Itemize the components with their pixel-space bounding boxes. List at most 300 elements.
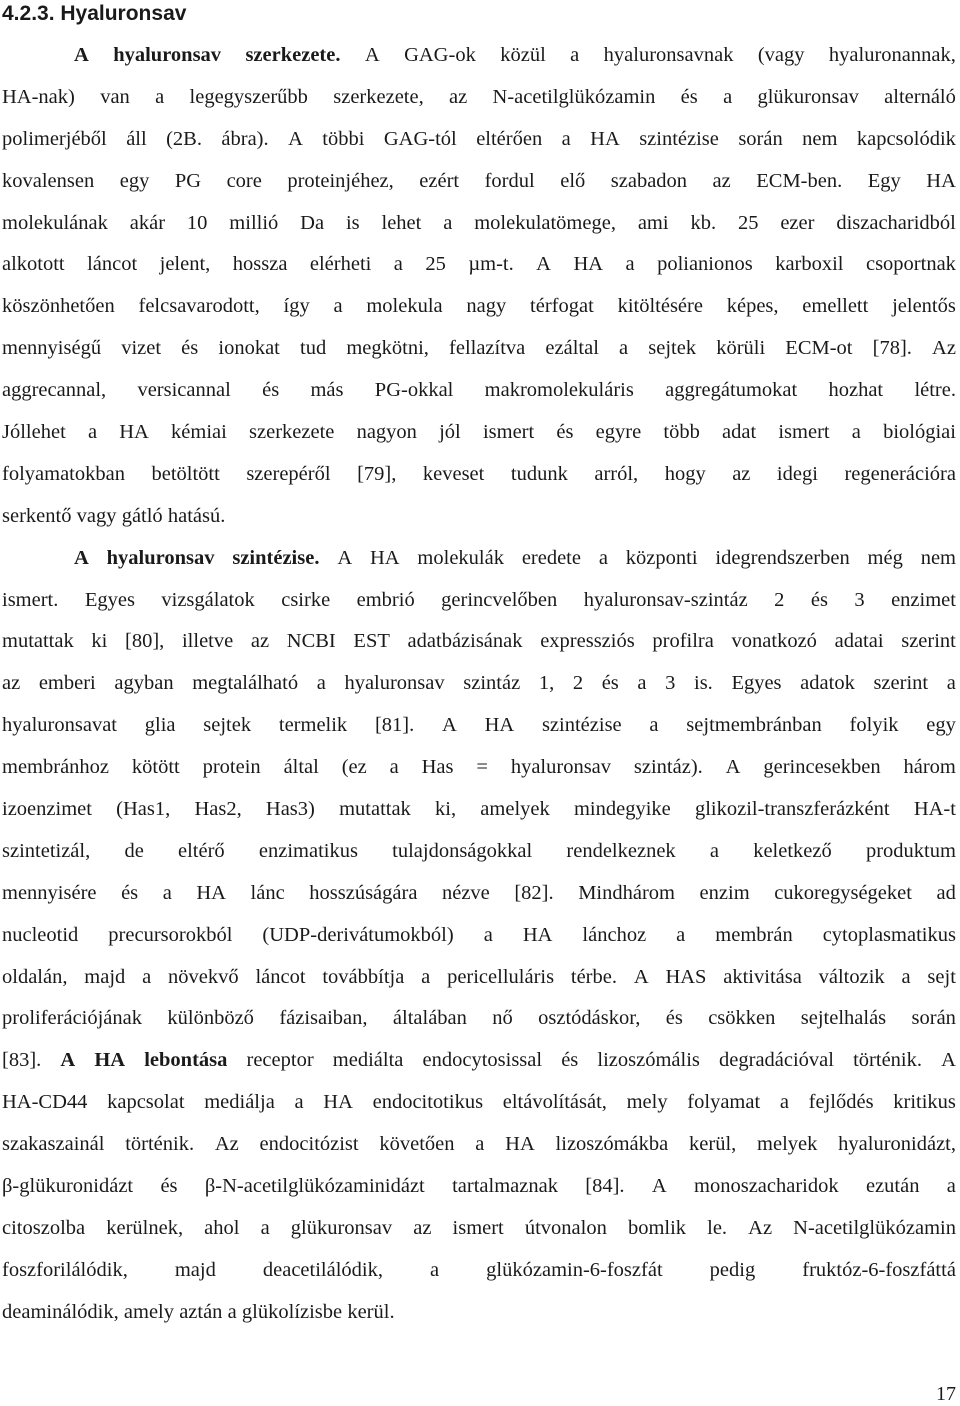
word: molekulák [417,546,504,569]
word: adat [722,421,757,444]
word: és [680,85,698,108]
word: HA [484,714,515,737]
word: HA [119,421,149,444]
word: hogy [664,462,706,485]
text-line [2,1166,956,1208]
word: idegi [776,462,818,485]
word: hozhat [828,379,884,402]
word: sejtek [648,337,697,360]
word: létre. [914,379,956,402]
word: folyik [849,714,899,737]
word: a [162,881,172,904]
word: nem [802,127,838,150]
word: mennyiségű [2,337,102,360]
text-line [2,915,956,957]
word: glükolízisbe [241,1300,343,1323]
text-line [2,1040,956,1082]
word: hyaluronidázt, [838,1133,956,1156]
word: ECM-ot [785,337,853,360]
word: ezáltal [545,337,599,360]
word: és [121,881,139,904]
word: más [310,379,344,402]
word: melyek [757,1133,818,1156]
word: hosszúságára [309,881,418,904]
word: (UDP-derivátumokból) [262,923,454,946]
word: a [155,85,165,108]
word: aztán [179,1300,223,1323]
word: kb. [690,211,717,234]
text-line [2,705,956,747]
word: ezer [780,211,815,234]
word: glikozil-transzferázként [694,798,890,821]
word: változik [818,965,885,988]
word: arról, [594,462,639,485]
word: körüli [716,337,766,360]
word: HA [369,546,400,569]
word: legegyszerűbb [189,85,308,108]
word: makromolekuláris [484,379,634,402]
word: ismert [452,1216,504,1239]
word: degradációval [719,1049,834,1072]
word: ismert [482,421,535,444]
text-line [2,119,956,161]
word: képes, [726,295,779,318]
word: β-N-acetilglükózaminidázt [204,1175,425,1198]
word: 3 [665,672,676,695]
word: a [389,756,399,779]
word: HA-nak) [2,85,75,108]
word: útvonalon [524,1216,607,1239]
word: nézve [441,881,490,904]
text-line [2,1292,956,1334]
word: receptor [246,1049,314,1072]
word: amelyek [480,798,550,821]
word: Has3) [265,798,315,821]
word: majd [174,1258,216,1281]
word: kapcsolódik [856,127,956,150]
word: láncot [255,965,306,988]
word: polimerjéből [2,127,107,150]
bold-word: HA [94,1049,126,1072]
text-line [2,286,956,328]
word: ismert. [2,588,59,611]
word: kémiai [171,421,227,444]
word: kritikus [893,1091,956,1114]
word: [83]. [2,1049,42,1072]
text-line [2,370,956,412]
word: diszacharidból [836,211,956,234]
word: nem [920,546,956,569]
word: az [449,85,468,108]
word: hyaluronsav-szintáz [583,588,748,611]
word: molekulának [2,211,108,234]
word: csoportnak [865,253,956,276]
word: A [725,756,741,779]
word: a [393,253,403,276]
word: Mindhárom [578,881,675,904]
word: ECM-ben. [756,169,843,192]
word: hyaluronsavnak [603,44,734,66]
text-line [2,328,956,370]
text-line [2,496,956,538]
bold-word: A [74,546,89,569]
word: lehet [381,211,422,234]
bold-word: A [60,1049,76,1072]
word: fázisaiban, [279,1007,368,1030]
word: mindegyike [573,798,671,821]
word: GAG-tól [383,127,457,150]
text-line [2,454,956,496]
word: kovalensen [2,169,95,192]
word: HA [522,923,553,946]
word: eltávolítását, [502,1091,607,1114]
word: cukoregységeket [774,881,912,904]
text-line [2,77,956,119]
word: és [262,379,280,402]
word: osztódáskor, [538,1007,641,1030]
text-line [2,789,956,831]
text-line [2,1250,956,1292]
word: elő [560,169,586,192]
word: fejlődés [808,1091,874,1114]
word: történik. [853,1049,922,1072]
bold-word: szintézise. [232,546,320,569]
word: a [421,965,431,988]
word: foszforilálódik, [2,1258,128,1281]
word: is. [694,672,713,695]
word: vonatkozó [731,630,817,653]
word: tulajdonságokkal [392,839,533,862]
word: továbbítja [322,965,405,988]
word: csökken [708,1007,776,1030]
word: HA-CD44 [2,1091,88,1114]
word: a [901,965,911,988]
word: az [413,1216,432,1239]
word: eltérően [476,127,543,150]
word: a [723,85,733,108]
word: deaminálódik, [2,1300,119,1323]
word: membrán [715,923,793,946]
word: egy [926,714,956,737]
word: sejtmembránban [686,714,822,737]
word: expressziós [540,630,635,653]
word: A [442,714,457,737]
word: kapcsolat [107,1091,185,1114]
word: szerint [873,672,929,695]
word: folyamatokban [2,462,125,485]
word: alkotott [2,253,65,276]
word: mediálta [332,1049,404,1072]
word: és [561,1049,579,1072]
word: PG [174,169,202,192]
word: ezért [419,169,460,192]
word: bomlik [627,1216,687,1239]
word: követően [379,1133,455,1156]
bold-word: szerkezete. [245,44,341,66]
word: agyban [114,672,174,695]
word: protein [202,756,261,779]
word: 25 [737,211,759,234]
word: is [345,211,360,234]
word: mennyisére [2,881,97,904]
text-line [2,1208,956,1250]
word: adatok [800,672,855,695]
text-line [2,1082,956,1124]
word: hyaluronsav [510,756,612,779]
word: emberi [38,672,96,695]
word: hossza [232,253,288,276]
text-line [2,747,956,789]
word: Has [421,756,454,779]
word: glükuronsav [757,85,859,108]
word: gerincvelőben [441,588,558,611]
word: β-glükuronidázt [2,1175,134,1198]
word: a [87,421,98,444]
word: szerepéről [246,462,331,485]
word: versicannal [137,379,231,402]
word: A [288,127,303,150]
word: betöltött [151,462,220,485]
word: HA [926,169,956,192]
word: µm-t. [468,253,514,276]
word: szabadon [610,169,688,192]
word: a [316,672,326,695]
word: A [337,546,353,569]
word: nő [492,1007,513,1030]
word: tud [300,337,327,360]
word: vizsgálatok [161,588,255,611]
text-line [2,1124,956,1166]
word: lizoszómális [597,1049,700,1072]
word: mutattak [2,630,74,653]
word: szintézise [639,127,719,150]
word: Da [300,211,325,234]
word: adatai [834,630,884,653]
word: (vagy [757,44,805,66]
word: (ez [341,756,367,779]
word: köszönhetően [2,295,115,318]
word: eredete [521,546,581,569]
text-line [2,621,956,663]
word: vagy [76,504,117,527]
word: ionokat [218,337,280,360]
word: rendelkeznek [566,839,676,862]
word: 2 [572,672,584,695]
word: a [619,337,629,360]
word: proliferációjának [2,1007,143,1030]
word: az [2,672,21,695]
word: tudunk [510,462,568,485]
word: ami [637,211,669,234]
word: térbe. [570,965,617,988]
word: felcsavarodott, [138,295,260,318]
word: fellazítva [449,337,526,360]
word: profilra [652,630,714,653]
word: Jóllehet [2,421,66,444]
word: három [903,756,956,779]
word: és [181,337,199,360]
text-line [2,580,956,622]
word: jelent, [159,253,211,276]
word: millió [229,211,279,234]
word: és [665,1007,683,1030]
word: glükuronsav [290,1216,393,1239]
word: a [483,923,493,946]
word: [82]. [514,881,554,904]
word: az [712,169,731,192]
word: történik. [125,1133,195,1156]
word: A [536,253,551,276]
word: szintáz [463,672,521,695]
word: A [633,965,649,988]
word: majd [84,965,126,988]
word: aktivitása [723,965,802,988]
word: szakaszainál [2,1133,105,1156]
word: jelentős [892,295,956,318]
text-line [2,35,956,77]
word: áll [126,127,147,150]
word: karboxil [775,253,844,276]
word: emellett [802,295,869,318]
word: ábra). [221,127,269,150]
word: lánchoz [582,923,647,946]
word: N-acetilglükózamin [793,1216,956,1239]
bold-word: hyaluronsav [113,44,222,66]
text-line [2,161,956,203]
word: PG-okkal [374,379,454,402]
word: enzimet [891,588,956,611]
word: Egyes [731,672,782,695]
word: hatású. [167,504,226,527]
word: HA-t [913,798,956,821]
word: a [443,211,453,234]
word: hyaluronsavat [2,714,117,737]
word: amely [123,1300,174,1323]
word: Egyes [84,588,135,611]
word: fordul [484,169,535,192]
page-number: 17 [936,1383,956,1405]
word: eltérő [178,839,225,862]
word: kerül, [689,1133,737,1156]
word: a [294,1091,304,1114]
word: adatbázisának [407,630,523,653]
word: gátló [121,504,163,527]
body-text [2,35,956,1334]
word: tartalmaznak [452,1175,558,1198]
word: embrió [356,588,415,611]
word: pedig [709,1258,756,1281]
word: központi [625,546,698,569]
word: A [941,1049,956,1072]
word: de [124,839,144,862]
word: N-acetilglükózamin [492,85,656,108]
word: szerint [901,630,956,653]
word: pericelluláris [447,965,555,988]
word: Has2, [194,798,242,821]
word: és [556,421,574,444]
word: keletkező [753,839,832,862]
word: az [250,630,270,653]
word: [78]. [872,337,912,360]
word: molekula [366,295,443,318]
word: a [637,672,647,695]
word: a [561,127,571,150]
word: membránhoz [2,756,110,779]
word: (Has1, [116,798,171,821]
word: által [283,756,319,779]
word: nucleotid [2,923,79,946]
word: 25 [425,253,446,276]
word: aggregátumokat [665,379,798,402]
word: HA [323,1091,353,1114]
word: szintézise [541,714,622,737]
word: sejt [927,965,956,988]
word: nagy [466,295,507,318]
word: molekulatömege, [474,211,616,234]
word: gerincesekben [763,756,881,779]
word: megtalálható [192,672,299,695]
word: HA [196,881,226,904]
word: termelik [278,714,348,737]
text-line [2,663,956,705]
section-heading: 4.2.3. Hyaluronsav [2,2,187,25]
word: alternáló [884,85,956,108]
word: aggrecannal, [2,379,107,402]
word: a [851,421,861,444]
word: különböző [167,1007,254,1030]
word: oldalán, [2,965,68,988]
word: HA [590,127,620,150]
word: a [649,714,659,737]
word: NCBI [286,630,336,653]
word: glükózamin-6-foszfát [486,1258,663,1281]
word: mely [626,1091,668,1114]
word: fruktóz-6-foszfáttá [802,1258,956,1281]
word: A [364,44,380,66]
text-line [2,998,956,1040]
word: A [651,1175,667,1198]
word: regenerációra [844,462,956,485]
word: (2B. [166,127,202,150]
word: cytoplasmatikus [822,923,956,946]
word: akár [129,211,166,234]
word: mutattak [339,798,411,821]
word: endocitózist [259,1133,359,1156]
word: a [946,1175,956,1198]
word: 1, [538,672,555,695]
word: a [475,1133,485,1156]
text-line [2,831,956,873]
word: proteinjéhez, [287,169,394,192]
word: ezután [865,1175,920,1198]
word: GAG-ok [404,44,476,66]
word: enzimatikus [258,839,358,862]
word: csirke [281,588,331,611]
word: ki, [435,798,457,821]
word: a [333,295,343,318]
word: 3 [854,588,865,611]
word: kötött [131,756,180,779]
word: monoszacharidok [694,1175,839,1198]
word: a [676,923,686,946]
word: a [430,1258,440,1281]
word: szintetizál, [2,839,91,862]
word: többi [322,127,365,150]
bold-word: A [74,44,89,66]
word: HA [505,1133,535,1156]
word: [81]. [374,714,415,737]
word: elérheti [309,253,372,276]
